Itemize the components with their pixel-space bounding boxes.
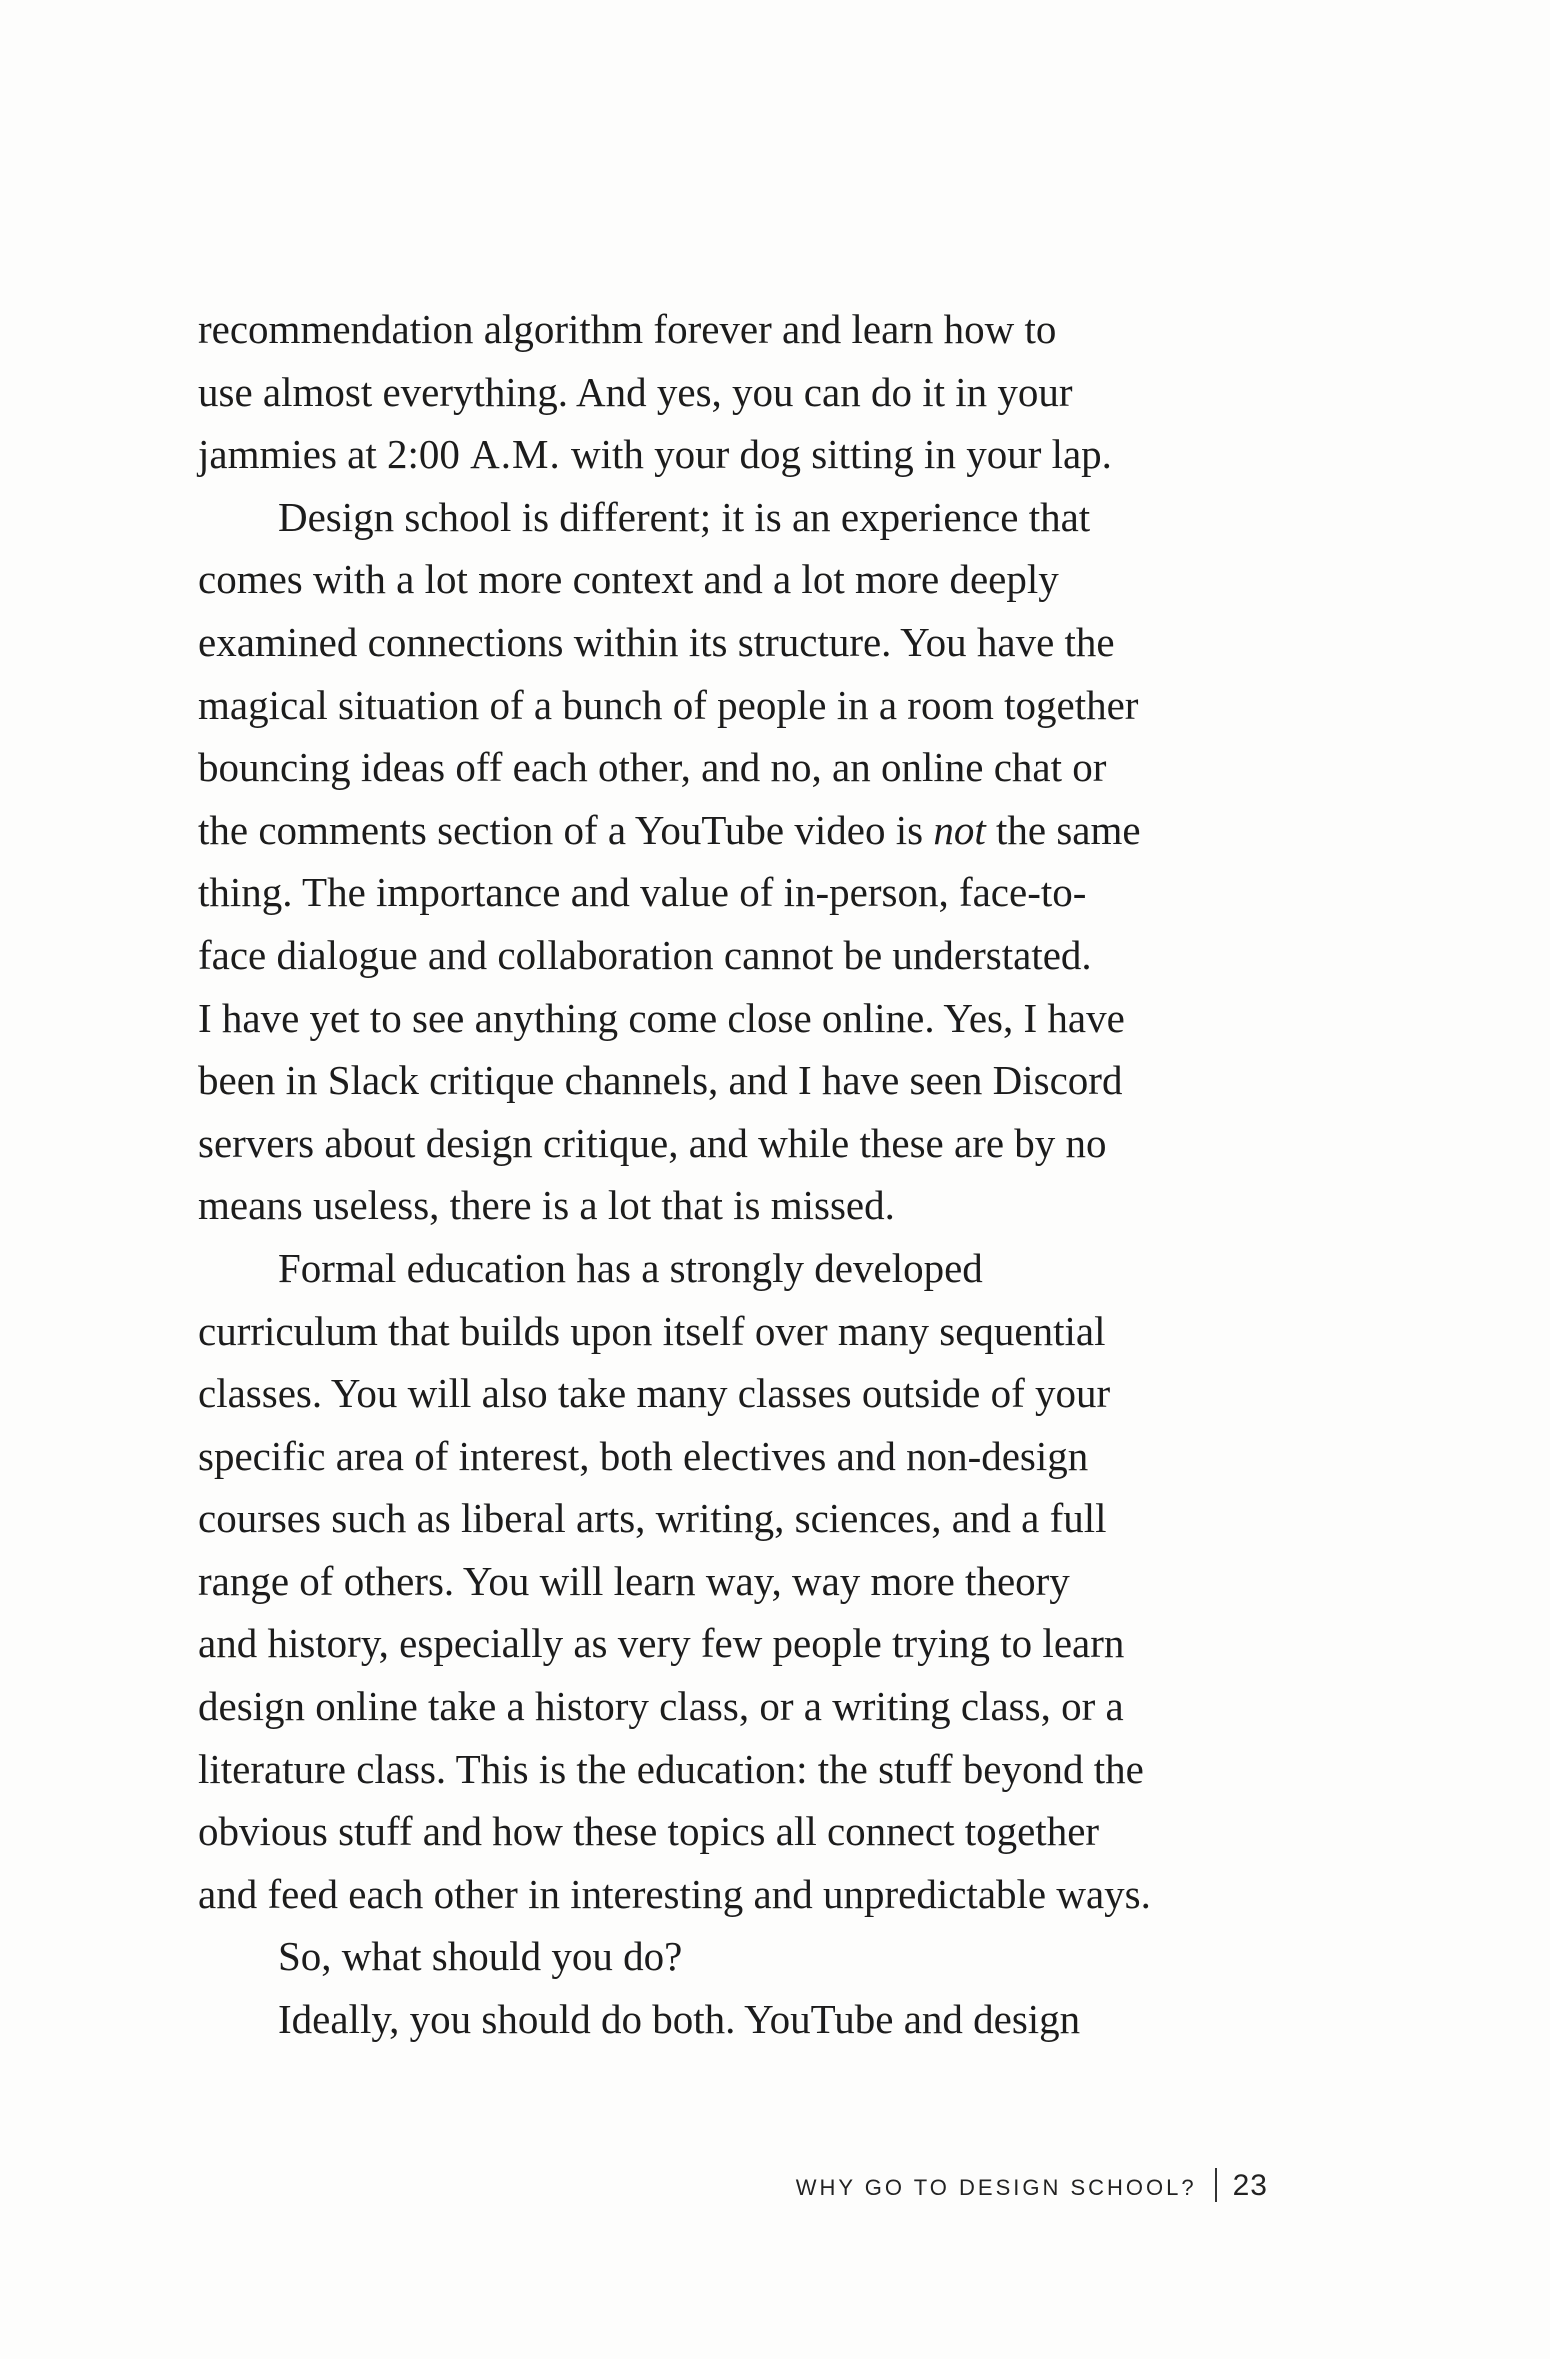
text-line: use almost everything. And yes, you can do it in your: [198, 368, 1073, 415]
text-segment: the same: [985, 806, 1141, 853]
text-line: and feed each other in interesting and unpredictable ways.: [198, 1870, 1151, 1917]
text-line: recommendation algorithm forever and learn how to: [198, 306, 1057, 352]
text-line: servers about design critique, and while these are by no: [198, 1119, 1107, 1166]
page-footer: [796, 2168, 1268, 2203]
text-line: bouncing ideas off each other, and no, an online chat or: [198, 744, 1107, 791]
text-line: I have yet to see anything come close online. Yes, I have: [198, 994, 1125, 1041]
footer-divider: [1215, 2168, 1217, 2202]
text-line: been in Slack critique channels, and I have seen Discord: [198, 1057, 1123, 1104]
text-line: classes. You will also take many classes outside of your: [198, 1370, 1111, 1417]
paragraph-start-line: Ideally, you should do both. YouTube and design: [278, 1996, 1081, 2043]
text-line: range of others. You will learn way, way more theory: [198, 1557, 1070, 1604]
paragraph-start-line: So, what should you do?: [278, 1933, 683, 1980]
text-line: design online take a history class, or a writing class, or a: [198, 1683, 1124, 1730]
text-line: face dialogue and collaboration cannot be understated.: [198, 931, 1092, 978]
running-title: WHY GO TO DESIGN SCHOOL?: [795, 2175, 1197, 2200]
text-line: curriculum that builds upon itself over many sequential: [198, 1307, 1106, 1354]
text-line: specific area of interest, both electives and non-design: [198, 1432, 1089, 1479]
page-number: 23: [1232, 2169, 1268, 2202]
emphasis-text: not: [933, 806, 986, 853]
text-line: obvious stuff and how these topics all connect together: [198, 1808, 1100, 1855]
text-line: [198, 799, 1338, 862]
text-line: thing. The importance and value of in-person, face-to-: [198, 869, 1087, 916]
time-abbreviation: A.M.: [470, 431, 561, 478]
paragraph-start-line: Design school is different; it is an experience that: [278, 493, 1091, 540]
text-segment: jammies at 2:00: [198, 431, 471, 478]
text-line: and history, especially as very few people trying to learn: [198, 1620, 1125, 1667]
text-line: magical situation of a bunch of people in a room together: [198, 681, 1139, 728]
text-line: literature class. This is the education: the stuff beyond the: [198, 1745, 1144, 1792]
text-line: comes with a lot more context and a lot more deeply: [198, 556, 1059, 603]
text-segment: the comments section of a YouTube video is: [198, 806, 934, 853]
text-segment: with your dog sitting in your lap.: [560, 431, 1112, 478]
body-text: [198, 298, 1338, 2051]
text-line: courses such as liberal arts, writing, sciences, and a full: [198, 1495, 1107, 1542]
text-line: examined connections within its structure. You have the: [198, 618, 1115, 665]
text-line: means useless, there is a lot that is missed.: [198, 1182, 895, 1229]
paragraph-start-line: Formal education has a strongly developed: [278, 1244, 983, 1291]
text-line: [198, 423, 1338, 486]
